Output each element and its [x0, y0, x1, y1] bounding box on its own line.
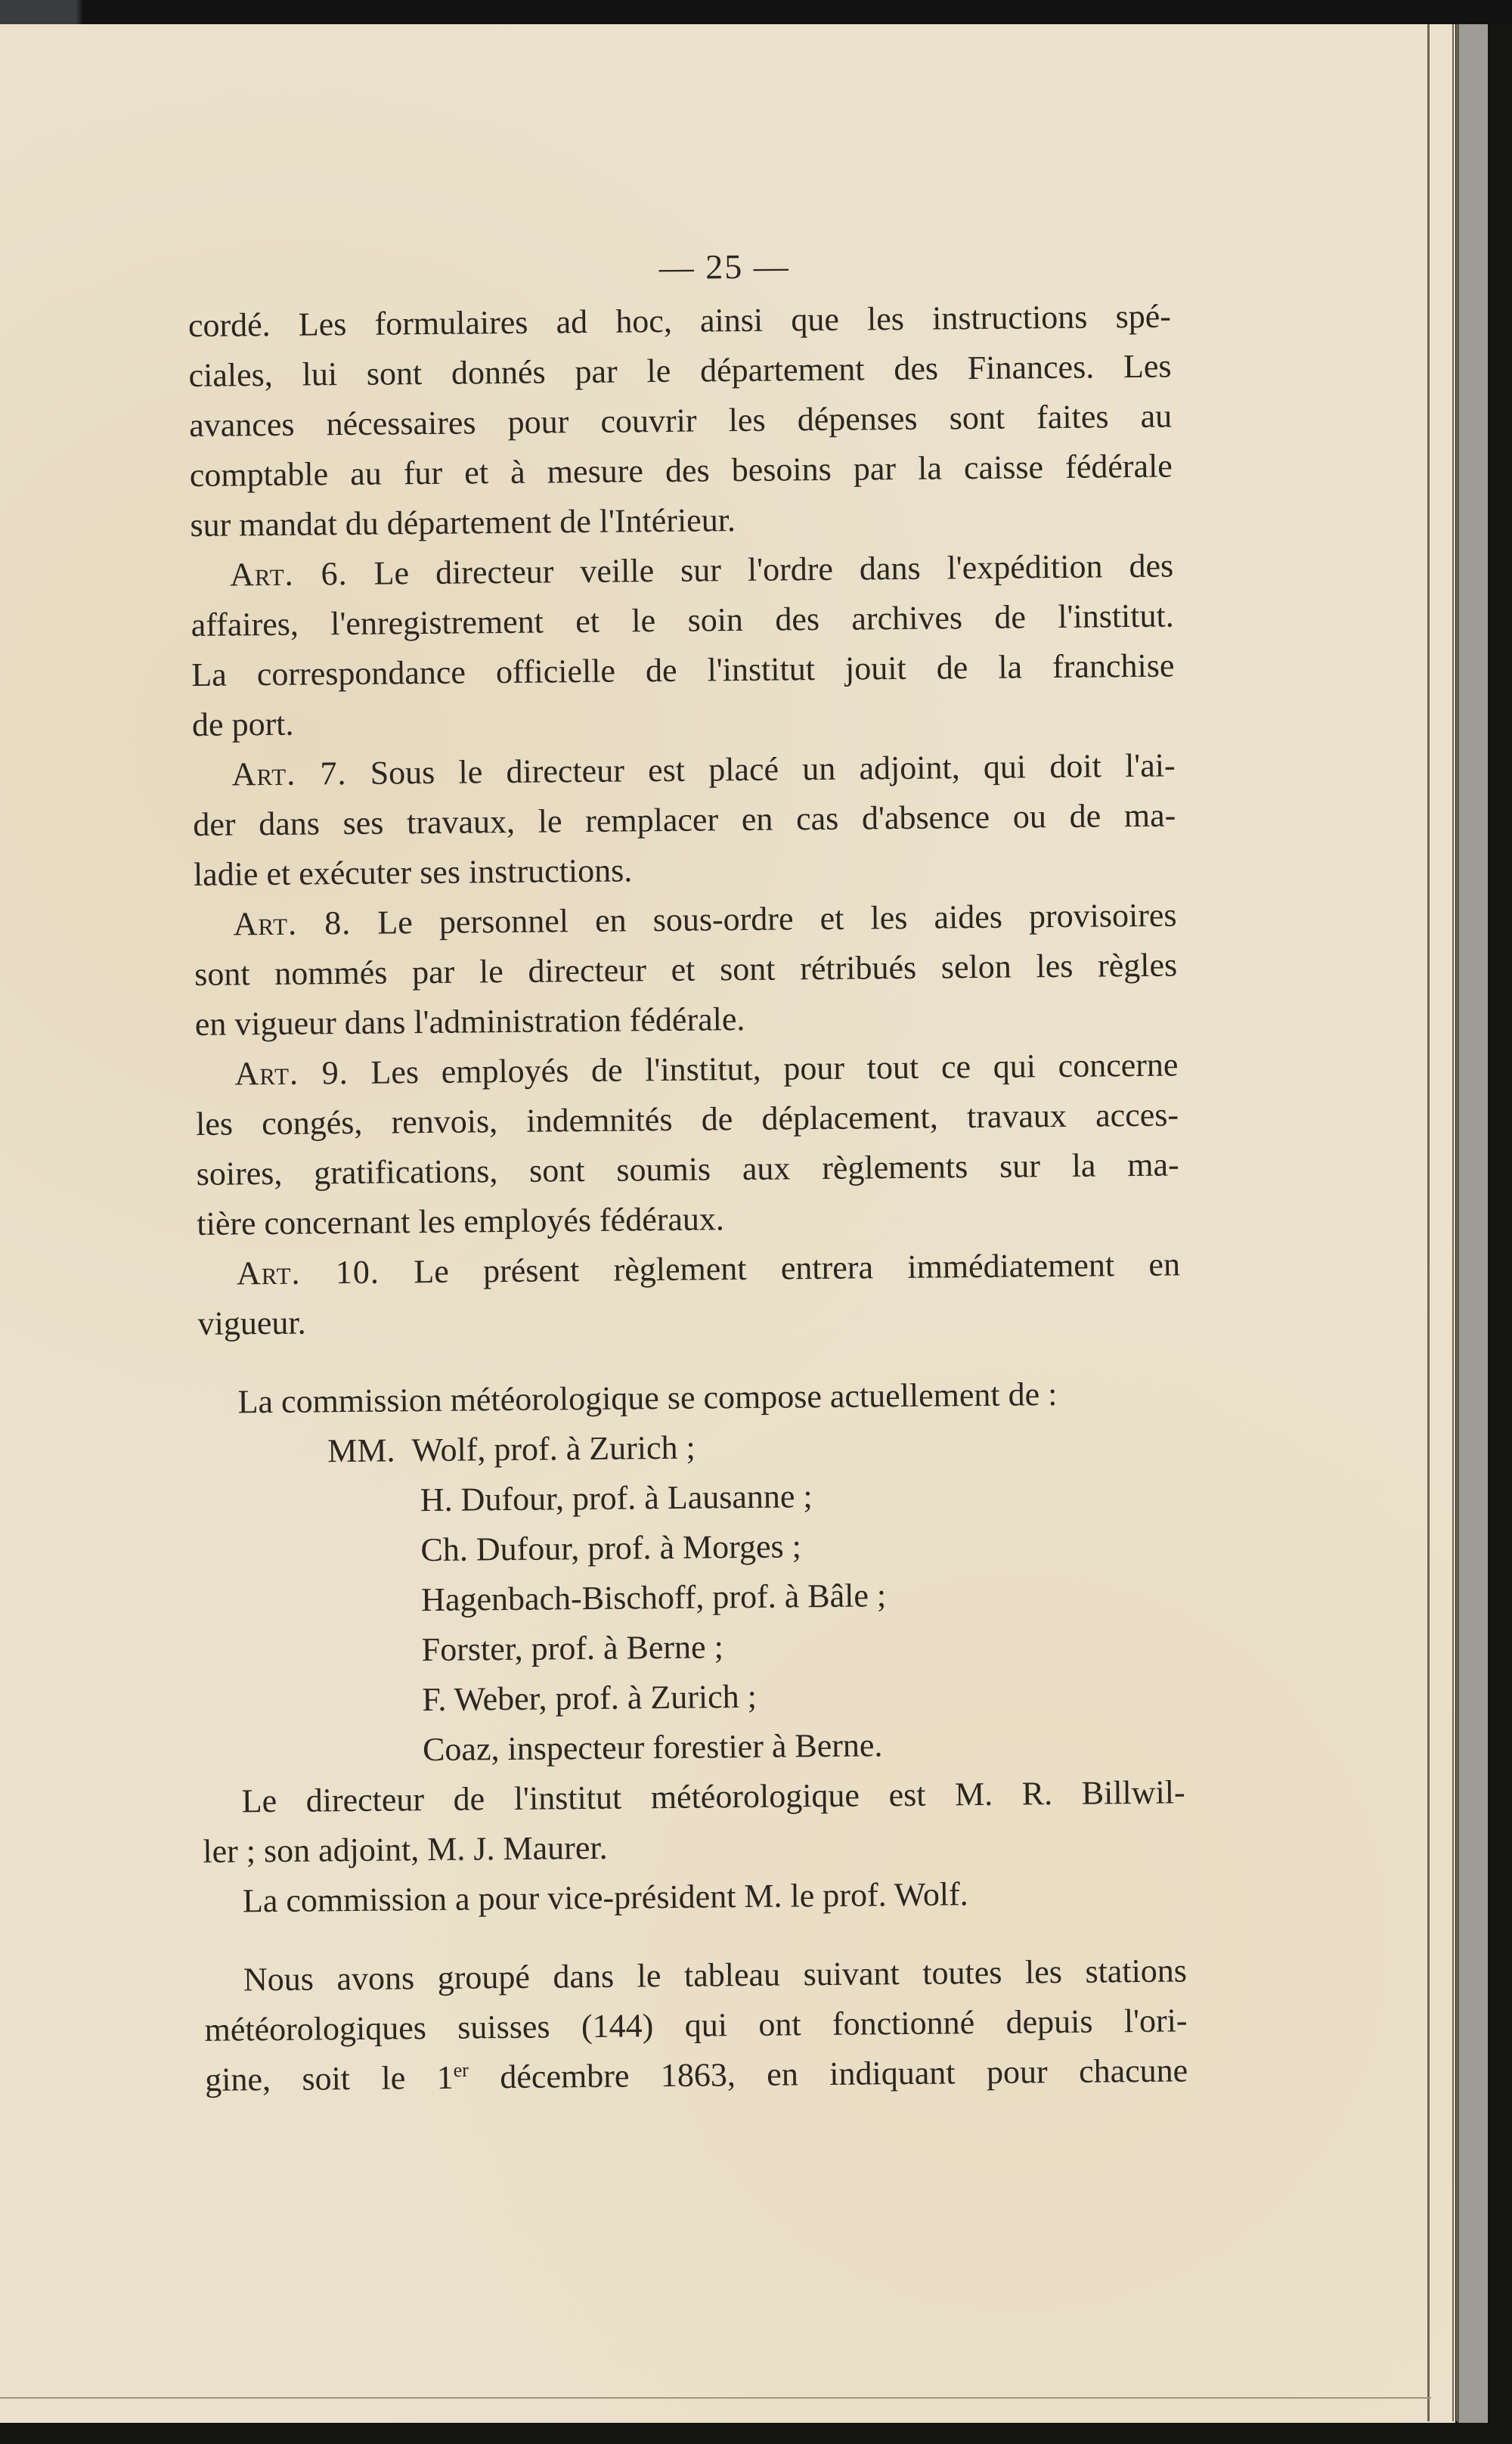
text-line: ler ; son adjoint, M. J. Maurer. — [203, 1828, 608, 1870]
article-6 — [191, 541, 1175, 750]
director-paragraph — [202, 1767, 1185, 1876]
article-9 — [195, 1040, 1179, 1248]
text-line: ladie et exécuter ses instructions. — [193, 851, 633, 893]
paragraph-continuation — [188, 292, 1173, 551]
text-line: météorologiques suisses (144) qui ont fonctionné depuis l'ori- — [204, 2002, 1188, 2049]
text-line: tière concernant les employés fédéraux. — [197, 1200, 725, 1242]
article-10 — [197, 1239, 1181, 1348]
page-number: — 25 — — [658, 247, 790, 287]
text-line: ciales, lui sont donnés par le département des Finances. Les — [188, 347, 1172, 394]
text-fragment: décembre 1863, en indiquant pour chacune — [468, 2052, 1188, 2096]
closing-paragraph — [204, 1946, 1188, 2104]
page-edge-rule — [1427, 24, 1430, 2421]
article-8 — [194, 890, 1178, 1049]
article-label: Art. 9. — [234, 1054, 349, 1093]
scan-top-border — [0, 0, 1512, 24]
article-text: Le présent règlement entrera immédiatement en — [414, 1245, 1181, 1291]
article-text: Le personnel en sous-ordre et les aides provisoires — [377, 896, 1177, 941]
page-bottom-rule — [0, 2397, 1431, 2399]
text-line: affaires, l'enregistrement et le soin des archives de l'institut. — [191, 597, 1174, 644]
text-line: vigueur. — [197, 1304, 306, 1342]
text-line: cordé. Les formulaires ad hoc, ainsi que les instructions spé- — [187, 297, 1172, 344]
text-line: avances nécessaires pour couvrir les dépenses sont faites au — [188, 397, 1173, 444]
text-line: Le directeur de l'institut météorologique est M. R. Billwil- — [241, 1773, 1185, 1820]
article-text: Sous le directeur est placé un adjoint, qui doit l'ai- — [370, 746, 1176, 792]
text-line: sont nommés par le directeur et sont rétribués selon les règles — [194, 946, 1178, 993]
members-prefix: MM. — [327, 1431, 395, 1470]
member-line — [327, 1418, 1182, 1476]
article-text: Les employés de l'institut, pour tout ce qui concerne — [370, 1046, 1179, 1091]
text-line — [197, 1239, 1181, 1298]
text-line — [205, 2045, 1188, 2104]
member: Forster, prof. à Berne ; — [421, 1628, 724, 1669]
member: Wolf, prof. à Zurich ; — [411, 1428, 696, 1469]
book-edge — [1458, 24, 1488, 2423]
member: H. Dufour, prof. à Lausanne ; — [420, 1478, 813, 1519]
member: Coaz, inspecteur forestier à Berne. — [422, 1726, 883, 1769]
article-label: Art. 8. — [233, 904, 352, 943]
text-line: comptable au fur et à mesure des besoins par la caisse fédérale — [189, 447, 1173, 494]
member: Hagenbach-Bischoff, prof. à Bâle ; — [420, 1577, 887, 1619]
text-line: de port. — [191, 705, 294, 743]
text-line: der dans ses travaux, le remplacer en cas d'absence ou de ma- — [193, 796, 1176, 843]
text-line — [191, 541, 1174, 600]
page-text — [187, 240, 1188, 2105]
article-label: Art. 6. — [229, 554, 348, 594]
article-text: Le directeur veille sur l'ordre dans l'expédition des — [373, 547, 1174, 592]
page-edge-rule — [1452, 24, 1454, 2421]
member: Ch. Dufour, prof. à Morges ; — [420, 1528, 802, 1569]
text-line — [194, 890, 1177, 949]
text-line: en vigueur dans l'administration fédérale. — [194, 1000, 745, 1043]
commission-members — [199, 1418, 1185, 1776]
superscript: er — [453, 2058, 469, 2082]
commission-intro: La commission météorologique se compose actuellement de : — [237, 1376, 1058, 1421]
member: F. Weber, prof. à Zurich ; — [422, 1677, 758, 1719]
text-line: La correspondance officielle de l'institut jouit de la franchise — [191, 647, 1175, 693]
article-label: Art. 10. — [236, 1253, 380, 1292]
text-fragment: gine, soit le 1 — [204, 2058, 454, 2098]
text-line: soires, gratifications, sont soumis aux règlements sur la ma- — [196, 1146, 1179, 1193]
text-line — [192, 740, 1176, 799]
text-line: Nous avons groupé dans le tableau suivant toutes les stations — [243, 1952, 1188, 1999]
text-line: les congés, renvois, indemnités de déplacement, travaux acces- — [195, 1096, 1179, 1143]
article-7 — [192, 740, 1176, 899]
commission-section — [198, 1368, 1185, 1776]
article-label: Art. 7. — [231, 755, 347, 793]
text-line — [195, 1040, 1179, 1099]
vice-president-line: La commission a pour vice-président M. le prof. Wolf. — [242, 1875, 968, 1920]
text-line: sur mandat du département de l'Intérieur. — [190, 501, 736, 544]
